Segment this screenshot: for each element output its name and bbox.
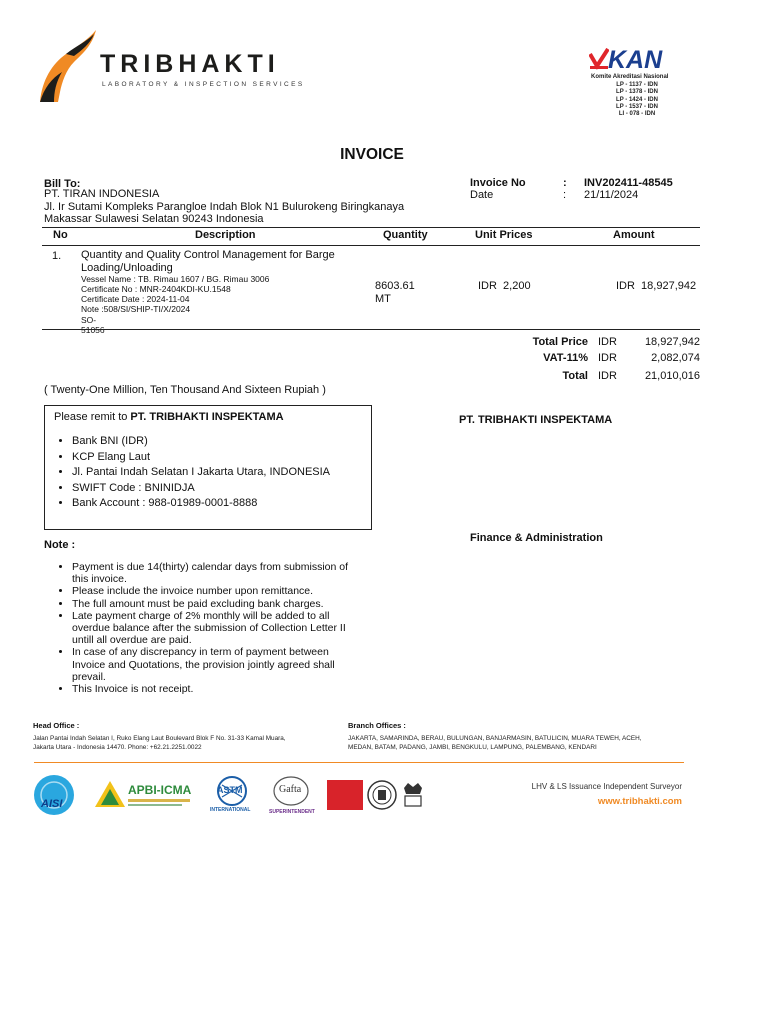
surveyor-tagline: LHV & LS Issuance Independent Surveyor: [531, 782, 682, 791]
grand-total-label: Total: [562, 370, 588, 382]
list-item: • Please include the invoice number upon remittance.: [72, 585, 364, 597]
logo-wordmark: TRIBHAKTI: [100, 50, 280, 78]
head-office-label: Head Office :: [33, 721, 80, 730]
kan-wordmark: KAN: [608, 46, 663, 74]
kan-number: LP - 1537 - IDN: [616, 103, 658, 110]
row-quantity: 8603.61 MT: [375, 280, 415, 305]
list-item: • This Invoice is not receipt.: [72, 683, 364, 695]
vat-label: VAT-11%: [543, 352, 588, 364]
vat-value: 2,082,074: [651, 352, 700, 364]
branch-offices-line2: MEDAN, BATAM, PADANG, JAMBI, BENGKULU, LAMPUNG, PALEMBANG, KENDARI: [348, 744, 597, 751]
col-header-description: Description: [195, 229, 256, 241]
total-price-currency: IDR: [598, 336, 617, 348]
list-item: • In case of any discrepancy in term of payment between Invoice and Quotations, the provision jointly agreed shall prevail.: [72, 646, 364, 683]
signature-company: PT. TRIBHAKTI INSPEKTAMA: [459, 414, 613, 426]
notes-label: Note :: [44, 539, 76, 551]
head-office-line2: Jakarta Utara - Indonesia 14470. Phone: +62.21.2251.0022: [33, 744, 202, 751]
list-item: • The full amount must be paid excluding bank charges.: [72, 598, 364, 610]
remit-heading: [54, 411, 284, 424]
kan-accreditation-logo: [588, 46, 688, 122]
total-price-label: Total Price: [532, 336, 588, 348]
apbi-subline: [128, 799, 190, 802]
total-price-value: 18,927,942: [644, 336, 700, 348]
list-item: • Bank Account : 988-01989-0001-8888: [72, 496, 365, 512]
col-header-unit-prices: Unit Prices: [475, 229, 533, 241]
gafta-label: Gafta: [279, 784, 302, 795]
row-unit-price: IDR 2,200: [478, 280, 531, 292]
kan-number: LP - 1378 - IDN: [616, 89, 658, 96]
footer-divider: [34, 762, 684, 763]
table-top-rule: [42, 227, 700, 228]
row-amount: IDR 18,927,942: [616, 280, 697, 292]
invoice-date-label: Date: [470, 189, 494, 201]
list-item: • Bank BNI (IDR): [72, 434, 365, 450]
remit-prefix: Please remit to: [54, 411, 131, 423]
bank-details-list: [45, 434, 365, 512]
branch-offices-label: Branch Offices :: [348, 721, 406, 730]
aisi-logo: [33, 774, 75, 816]
amount-in-words: ( Twenty-One Million, Ten Thousand And Sixteen Rupiah ): [44, 384, 326, 396]
row-certificate-no: Certificate No : MNR-2404KDI-KU.1548: [81, 284, 231, 294]
bill-to-address-line2: Makassar Sulawesi Selatan 90243 Indonesia: [44, 213, 264, 225]
gafta-sub-label: SUPERINTENDENT: [269, 809, 315, 815]
row-vessel-name: Vessel Name : TB. Rimau 1607 / BG. Rimau 3006: [81, 274, 270, 284]
kan-subtitle: Komite Akreditasi Nasional: [591, 74, 669, 80]
vat-currency: IDR: [598, 352, 617, 364]
signature-department: Finance & Administration: [470, 532, 603, 544]
grand-total-value: 21,010,016: [644, 370, 700, 382]
apbi-icma-logo: [94, 780, 194, 812]
list-item: • KCP Elang Laut: [72, 450, 365, 466]
kan-number: LP - 1137 - IDN: [616, 82, 658, 88]
flame-logo-icon: [36, 30, 98, 104]
col-header-no: No: [53, 229, 68, 241]
branch-offices-line1: JAKARTA, SAMARINDA, BERAU, BULUNGAN, BANJARMASIN, BATULICIN, MUARA TEWEH, ACEH,: [348, 735, 642, 742]
table-bottom-rule: [42, 329, 700, 330]
row-so: SO-51056: [81, 315, 105, 335]
remittance-box: [44, 405, 372, 530]
invoice-no-label: Invoice No: [470, 177, 526, 189]
list-item: • Jl. Pantai Indah Selatan I Jakarta Utara, INDONESIA: [72, 465, 365, 481]
iso-red-badge: [327, 780, 363, 810]
notes-list: [54, 561, 364, 695]
col-header-amount: Amount: [613, 229, 655, 241]
kan-accreditation-numbers: [602, 82, 672, 118]
bill-to-address-line1: Jl. Ir Sutami Kompleks Parangloe Indah Blok N1 Bulurokeng Biringkanaya: [44, 201, 405, 213]
apbi-subline2: [128, 804, 182, 806]
invoice-date-value: 21/11/2024: [584, 189, 639, 201]
row-note: Note :508/SI/SHIP-TI/X/2024: [81, 304, 191, 314]
company-logo: [36, 30, 305, 104]
kan-number: LP - 1424 - IDN: [616, 96, 658, 103]
apbi-label: APBI-ICMA: [128, 783, 192, 797]
grand-total-currency: IDR: [598, 370, 617, 382]
page-title: INVOICE: [340, 146, 404, 163]
list-item: • Payment is due 14(thirty) calendar days from submission of this invoice.: [72, 561, 364, 585]
remit-company: PT. TRIBHAKTI INSPEKTAMA: [130, 411, 284, 423]
apbi-triangle-icon: [94, 780, 126, 808]
kan-check-icon: [589, 48, 609, 70]
row-certificate-date: Certificate Date : 2024-11-04: [81, 294, 190, 304]
list-item: • Late payment charge of 2% monthly will be added to all overdue balance after the submission of Collection Letter II untill all overdue are paid.: [72, 610, 364, 647]
aisi-label: AISI: [41, 798, 63, 810]
row-no: 1.: [52, 250, 62, 262]
bill-to-label: Bill To:: [44, 178, 81, 190]
astm-logo: [210, 776, 254, 820]
ukas-crown-icon: [401, 780, 425, 810]
row-description-title2: Loading/Unloading: [81, 262, 173, 274]
list-item: • SWIFT Code : BNINIDJA: [72, 481, 365, 497]
head-office-line1: Jalan Pantai Indah Selatan I, Ruko Elang Laut Boulevard Blok F No. 31-33 Kamal Muara,: [33, 735, 286, 742]
col-header-quantity: Quantity: [383, 229, 428, 241]
bill-to-name: PT. TIRAN INDONESIA: [44, 188, 160, 200]
kan-number: LI - 078 - IDN: [618, 111, 656, 118]
astm-label: ASTM: [217, 785, 243, 795]
invoice-date-colon: :: [563, 189, 567, 201]
table-header-rule: [42, 245, 700, 246]
row-description-title: Quantity and Quality Control Management for Barge: [81, 249, 335, 261]
website-link[interactable]: www.tribhakti.com: [597, 796, 682, 807]
invoice-no-value: INV202411-48545: [584, 177, 673, 189]
logo-tagline: LABORATORY & INSPECTION SERVICES: [102, 81, 305, 88]
certification-badges: [327, 778, 427, 814]
gafta-logo: [267, 776, 315, 820]
astm-sub-label: INTERNATIONAL: [210, 807, 251, 813]
invoice-no-colon: :: [563, 177, 567, 189]
bureau-veritas-seal-icon: [367, 780, 397, 810]
